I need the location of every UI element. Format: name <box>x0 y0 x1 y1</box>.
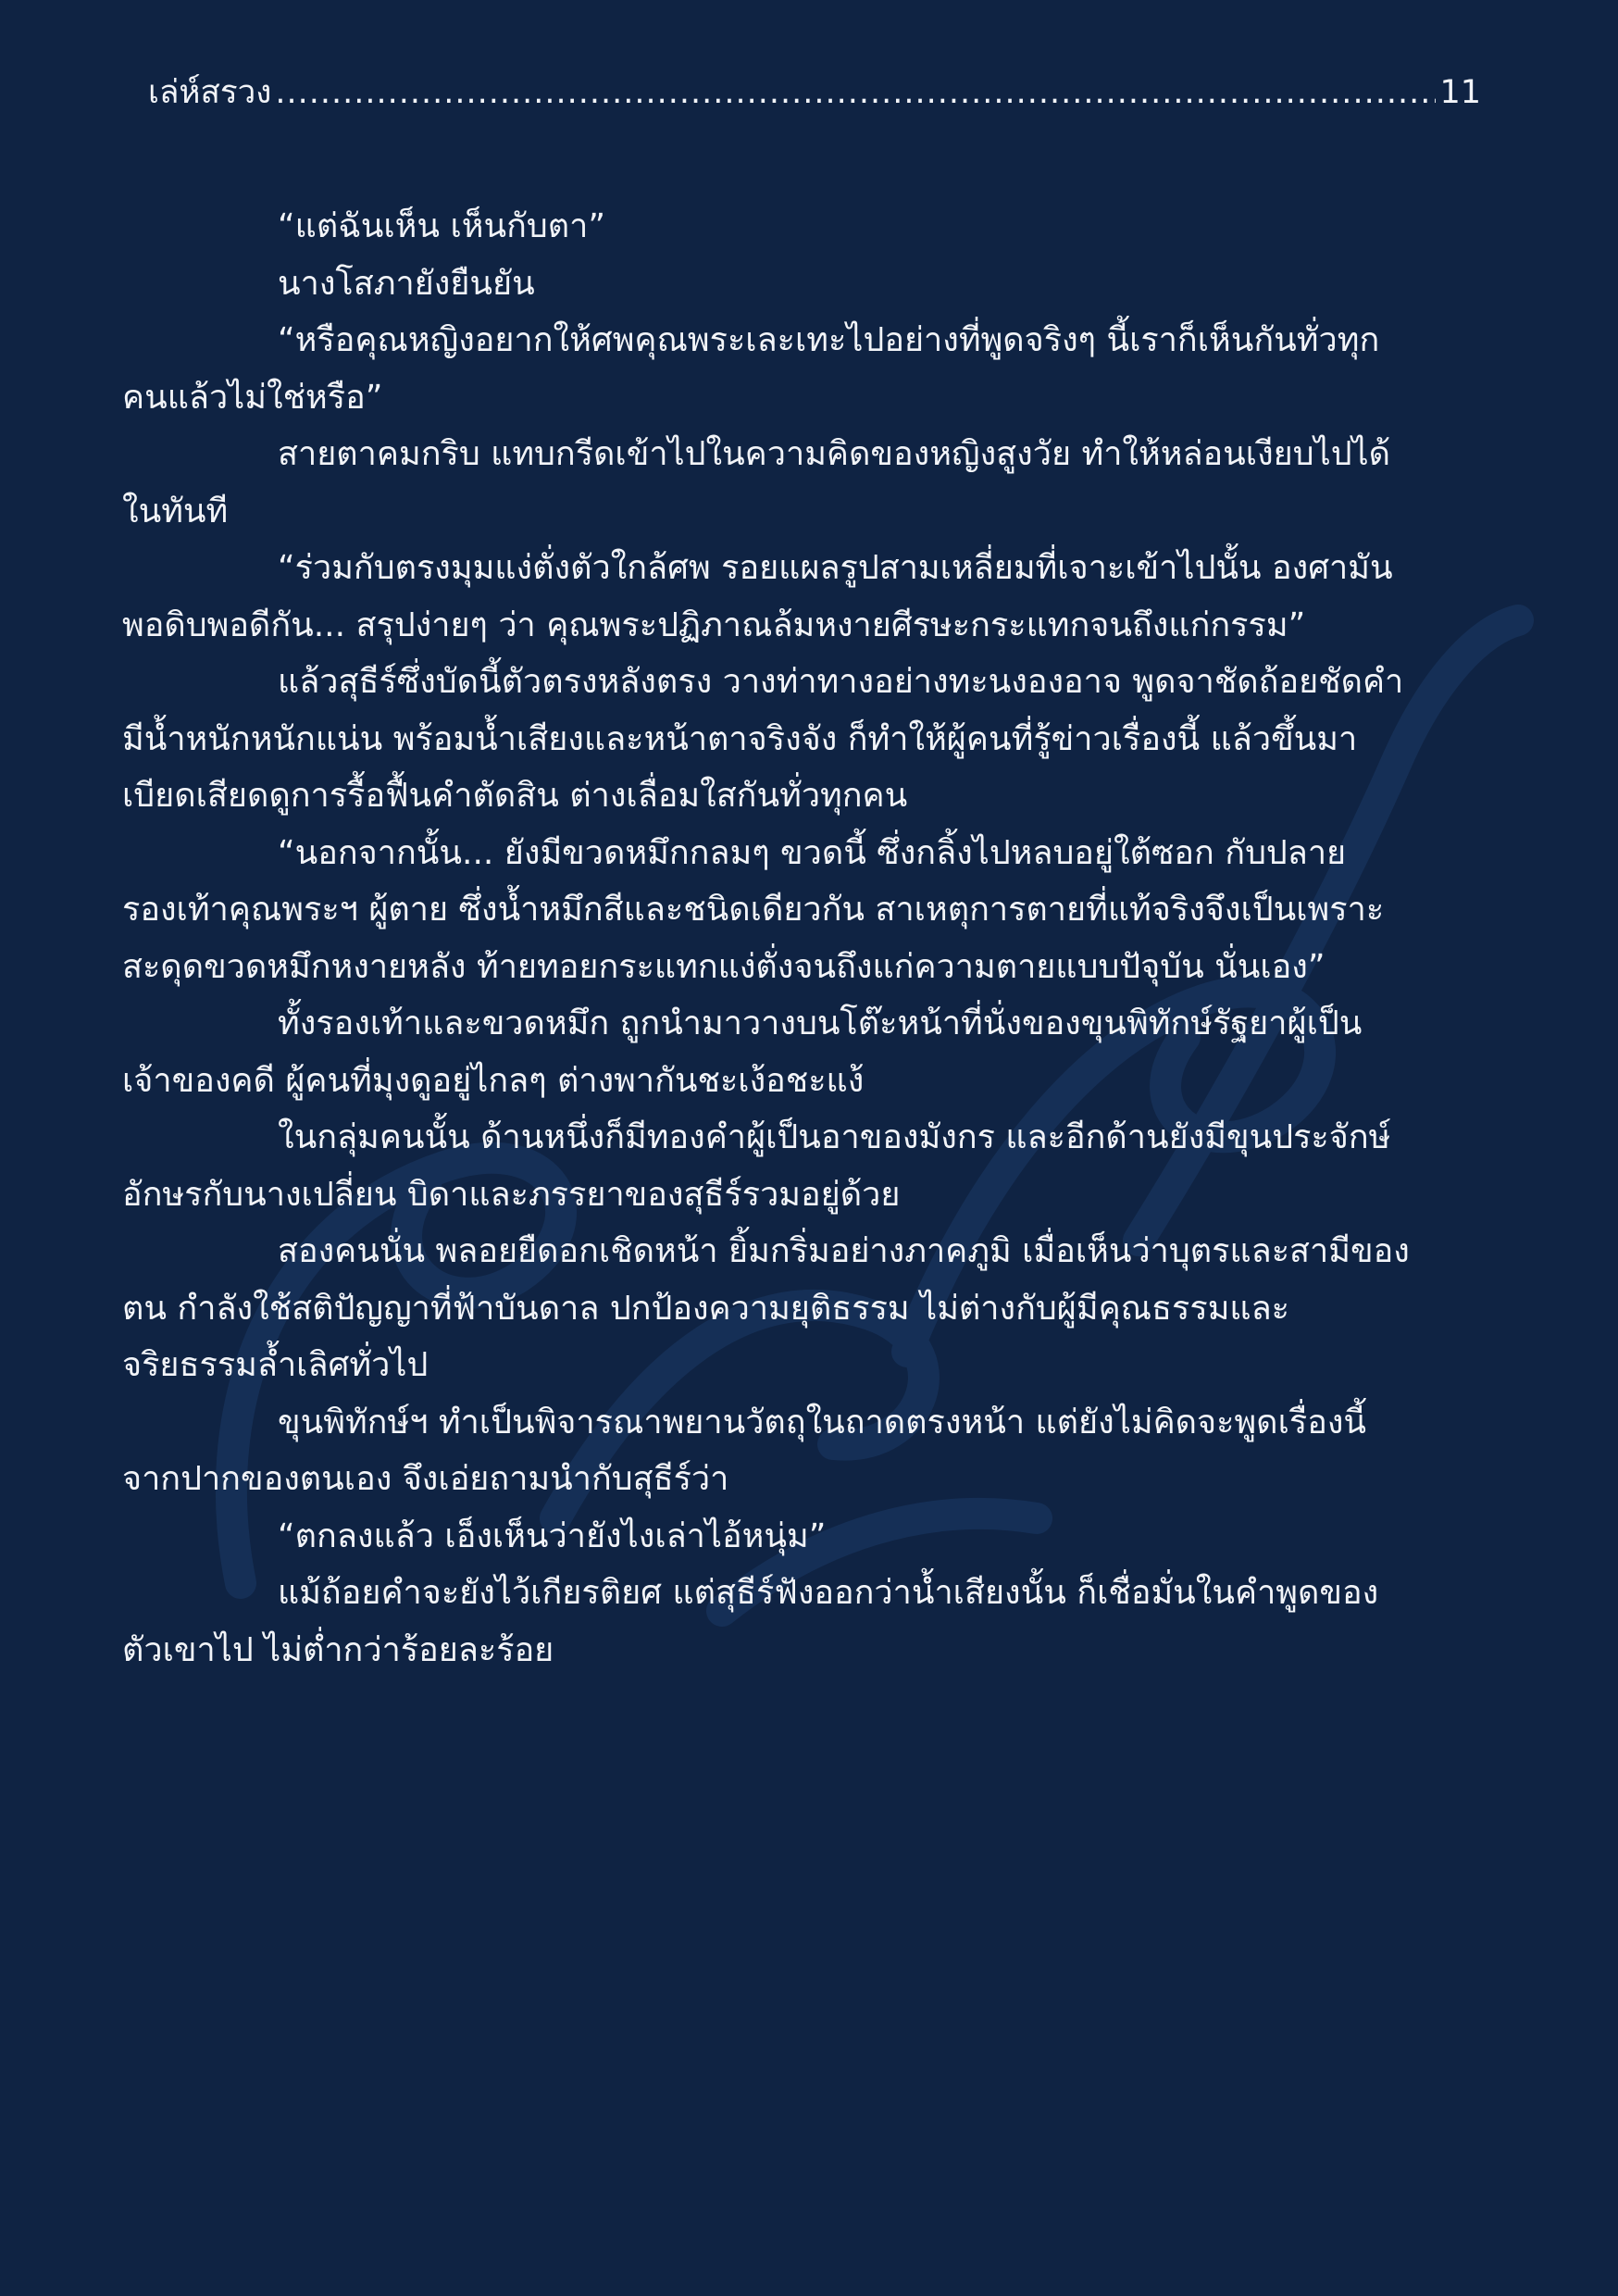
text-line: จากปากของตนเอง จึงเอ่ยถามนำกับสุธีร์ว่า <box>122 1460 729 1498</box>
text-line: “แต่ฉันเห็น เห็นกับตา” <box>278 207 605 245</box>
text-line: ในทันที <box>122 492 229 530</box>
text-line: เบียดเสียดดูการรื้อฟื้นคำตัดสิน ต่างเลื่อมใสกันทั่วทุกคน <box>122 777 908 815</box>
text-line: ในกลุ่มคนนั้น ด้านหนึ่งก็มีทองคำผู้เป็นอาของมังกร และอีกด้านยังมีขุนประจักษ์ <box>278 1118 1391 1156</box>
text-line: พอดิบพอดีกัน... สรุปง่ายๆ ว่า คุณพระปฏิภาณล้มหงายศีรษะกระแทกจนถึงแก่กรรม” <box>122 605 1306 644</box>
paragraph <box>122 1394 1490 1508</box>
text-line: ขุนพิทักษ์ฯ ทำเป็นพิจารณาพยานวัตถุในถาดตรงหน้า แต่ยังไม่คิดจะพูดเรื่องนี้ <box>278 1403 1367 1441</box>
paragraph <box>122 654 1490 825</box>
text-line: ตน กำลังใช้สติปัญญาที่ฟ้าบันดาล ปกป้องความยุติธรรม ไม่ต่างกับผู้มีคุณธรรมและ <box>122 1289 1290 1328</box>
paragraph <box>122 256 1490 313</box>
text-line: ตัวเขาไป ไม่ต่ำกว่าร้อยละร้อย <box>122 1630 554 1669</box>
paragraph <box>122 198 1490 256</box>
text-line: สองคนนั่น พลอยยืดอกเชิดหน้า ยิ้มกริ่มอย่างภาคภูมิ เมื่อเห็นว่าบุตรและสามีของ <box>278 1232 1410 1270</box>
book-title: เล่ห์สรวง <box>148 74 272 111</box>
text-line: สะดุดขวดหมึกหงายหลัง ท้ายทอยกระแทกแง่ตั่งจนถึงแก่ความตายแบบปัจุบัน นั่นเอง” <box>122 947 1326 986</box>
text-line: แล้วสุธีร์ซึ่งบัดนี้ตัวตรงหลังตรง วางท่าทางอย่างทะนงองอาจ พูดจาชัดถ้อยชัดคำ <box>278 663 1404 701</box>
text-line: “หรือคุณหญิงอยากให้ศพคุณพระเละเทะไปอย่างที่พูดจริงๆ นี้เราก็เห็นกันทั่วทุก <box>278 321 1380 359</box>
text-line: “นอกจากนั้น... ยังมีขวดหมึกกลมๆ ขวดนี้ ซึ่งกลิ้งไปหลบอยู่ใต้ซอก กับปลาย <box>278 833 1347 872</box>
text-line: สายตาคมกริบ แทบกรีดเข้าไปในความคิดของหญิงสูงวัย ทำให้หล่อนเงียบไปได้ <box>278 435 1391 473</box>
leader-dots <box>275 67 1436 119</box>
text-line: เจ้าของคดี ผู้คนที่มุงดูอยู่ไกลๆ ต่างพากันชะเง้อชะแง้ <box>122 1061 865 1100</box>
paragraph <box>122 825 1490 996</box>
running-header <box>148 67 1481 119</box>
text-line: ทั้งรองเท้าและขวดหมึก ถูกนำมาวางบนโต๊ะหน้าที่นั่งของขุนพิทักษ์รัฐยาผู้เป็น <box>278 1004 1363 1042</box>
text-line: จริยธรรมล้ำเลิศทั่วไป <box>122 1346 429 1384</box>
body-text <box>122 198 1490 1678</box>
text-line: นางโสภายังยืนยัน <box>278 264 535 303</box>
paragraph <box>122 1508 1490 1566</box>
paragraph <box>122 1223 1490 1394</box>
paragraph <box>122 312 1490 426</box>
text-line: คนแล้วไม่ใช่หรือ” <box>122 378 383 417</box>
text-line: รองเท้าคุณพระฯ ผู้ตาย ซึ่งน้ำหมึกสีและชนิดเดียวกัน สาเหตุการตายที่แท้จริงจึงเป็นเพราะ <box>122 891 1385 929</box>
text-line: “ตกลงแล้ว เอ็งเห็นว่ายังไงเล่าไอ้หนุ่ม” <box>278 1516 827 1555</box>
paragraph <box>122 540 1490 654</box>
paragraph <box>122 995 1490 1109</box>
text-line: “ร่วมกับตรงมุมแง่ตั่งตัวใกล้ศพ รอยแผลรูปสามเหลี่ยมที่เจาะเข้าไปนั้น องศามัน <box>278 549 1393 587</box>
text-line: แม้ถ้อยคำจะยังไว้เกียรติยศ แต่สุธีร์ฟังออกว่าน้ำเสียงนั้น ก็เชื่อมั่นในคำพูดของ <box>278 1574 1379 1612</box>
text-line: อักษรกับนางเปลี่ยน บิดาและภรรยาของสุธีร์รวมอยู่ด้วย <box>122 1175 901 1214</box>
paragraph <box>122 1565 1490 1678</box>
text-line: มีน้ำหนักหนักแน่น พร้อมน้ำเสียงและหน้าตาจริงจัง ก็ทำให้ผู้คนที่รู้ข่าวเรื่องนี้ แล้วขึ้นมา <box>122 719 1358 758</box>
page-number: 11 <box>1439 74 1481 111</box>
paragraph <box>122 1109 1490 1223</box>
paragraph <box>122 426 1490 540</box>
